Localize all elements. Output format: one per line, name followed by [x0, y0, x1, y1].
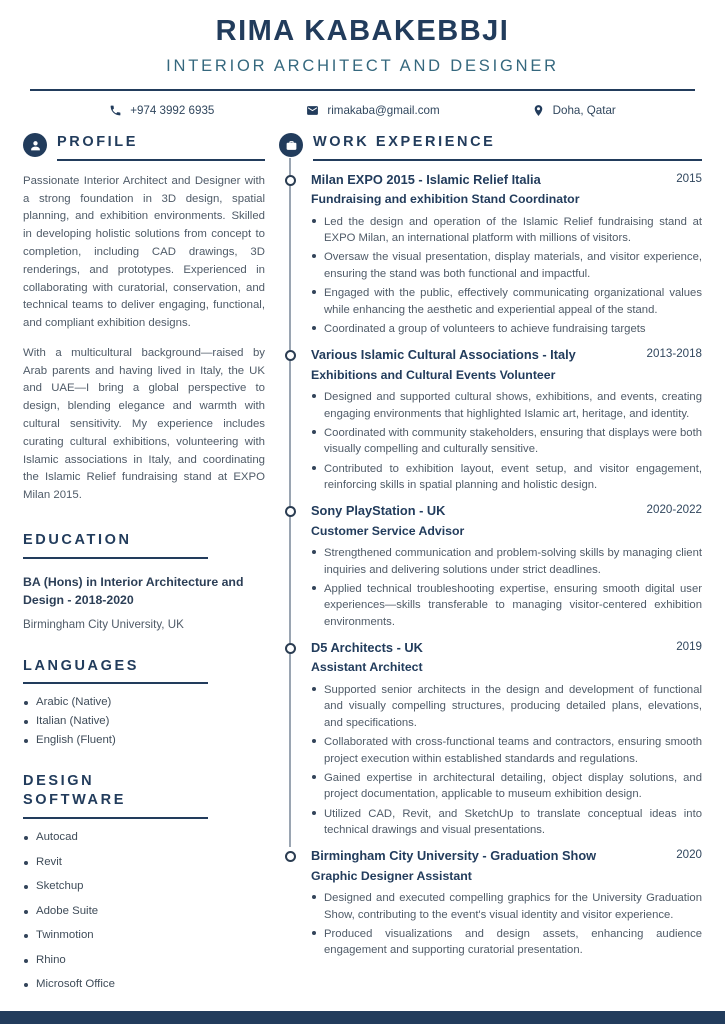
job-bullet: Designed and executed compelling graphics for the University Graduation Show, contributing to the event's visual identity and visitor experience.: [311, 890, 702, 923]
contact-phone: [109, 104, 214, 117]
job-role: Fundraising and exhibition Stand Coordinator: [311, 192, 580, 207]
job-bullet: Coordinated a group of volunteers to achieve fundraising targets: [311, 321, 702, 337]
job-bullet: Produced visualizations and design assets, enhancing audience engagement and supporting curatorial presentation.: [311, 926, 702, 959]
software-item: Microsoft Office: [23, 978, 265, 990]
work-heading: WORK EXPERIENCE: [313, 134, 496, 150]
languages-heading-underline: [23, 657, 208, 685]
job-dates: 2019: [676, 640, 702, 654]
languages-list: [23, 696, 265, 746]
software-item: Sketchup: [23, 880, 265, 892]
work-section-head: [279, 133, 702, 161]
job-bullets: [311, 890, 702, 959]
profile-section: [23, 133, 265, 505]
job-bullet: Coordinated with community stakeholders, ensuring that displays were both visually compelling and culturally sensitive.: [311, 425, 702, 458]
languages-section: [23, 657, 265, 747]
right-column: [279, 133, 702, 968]
job-head: [311, 847, 702, 864]
job-bullet: Utilized CAD, Revit, and SketchUp to translate conceptual ideas into technical drawings and visual presentations.: [311, 806, 702, 839]
job-bullet: Gained expertise in architectural detailing, object display solutions, and project documentation, applicable to museum exhibition design.: [311, 770, 702, 803]
job-head: [311, 502, 702, 519]
job-entry: [311, 171, 702, 337]
software-item: Autocad: [23, 831, 265, 843]
job-dates: 2013-2018: [646, 347, 702, 361]
job-bullet: Supported senior architects in the design and development of functional and visually compelling structures, producing detailed plans, elevations, and specifications.: [311, 682, 702, 731]
contact-row: [0, 104, 725, 117]
profile-paragraph: With a multicultural background—raised by Arab parents and having lived in Italy, the UK and UAE—I bring a global perspective to design, blending elegance and warmth with cultural sensitivity. My experience includes curating cultural exhibitions, volunteering with Islamic associations in Italy, and coordinating the Islamic Relief fundraising stand at EXPO Milan 2015.: [23, 346, 265, 502]
languages-heading: LANGUAGES: [23, 657, 140, 674]
location-text: Doha, Qatar: [552, 104, 616, 117]
job-bullet: Oversaw the visual presentation, display materials, and visitor experience, ensuring the stand was both functional and impactful.: [311, 249, 702, 282]
software-section: [23, 772, 265, 990]
software-item: Twinmotion: [23, 929, 265, 941]
software-item: Revit: [23, 856, 265, 868]
location-pin-icon: [532, 104, 545, 117]
job-dates: 2020: [676, 848, 702, 862]
phone-icon: [109, 104, 122, 117]
job-entry: [311, 346, 702, 493]
job-bullets: [311, 389, 702, 493]
briefcase-icon: [279, 133, 303, 157]
contact-location: [532, 104, 616, 117]
software-item: Rhino: [23, 954, 265, 966]
language-item: Italian (Native): [23, 715, 265, 727]
job-bullet: Led the design and operation of the Islamic Relief fundraising stand at EXPO Milan, an international platform with millions of visitors.: [311, 214, 702, 247]
job-entry: [311, 502, 702, 630]
job-role: Graphic Designer Assistant: [311, 868, 472, 883]
email-address: rimakaba@gmail.com: [327, 104, 440, 117]
left-column: [23, 133, 265, 1003]
job-bullet: Applied technical troubleshooting expertise, ensuring smooth digital user experiences—skills transferable to managing visitor-centered exhibition environments.: [311, 581, 702, 630]
header-divider: [30, 89, 695, 91]
education-heading-underline: [23, 531, 208, 559]
person-icon: [23, 133, 47, 157]
job-bullets: [311, 545, 702, 630]
software-list: [23, 831, 265, 990]
education-school: Birmingham City University, UK: [23, 617, 184, 631]
language-item: Arabic (Native): [23, 696, 265, 708]
job-bullet: Designed and supported cultural shows, exhibitions, and events, creating engaging environments that highlighted Islamic art, heritage, and identity.: [311, 389, 702, 422]
software-heading-underline: [23, 772, 208, 819]
footer-bar: [0, 1011, 725, 1024]
job-dates: 2020-2022: [646, 503, 702, 517]
job-company: Various Islamic Cultural Associations - Italy: [311, 347, 576, 363]
software-heading: DESIGN SOFTWARE: [23, 773, 126, 809]
candidate-title: INTERIOR ARCHITECT AND DESIGNER: [166, 57, 559, 75]
job-bullet: Engaged with the public, effectively communicating organizational values while enhancing the aesthetic and experiential appeal of the stand.: [311, 285, 702, 318]
profile-section-head: [23, 133, 265, 161]
candidate-name: RIMA KABAKEBBJI: [215, 15, 510, 47]
job-bullets: [311, 214, 702, 338]
job-bullets: [311, 682, 702, 838]
software-item: Adobe Suite: [23, 905, 265, 917]
profile-heading: PROFILE: [57, 134, 139, 150]
job-bullet: Contributed to exhibition layout, event setup, and visitor engagement, reinforcing skills in spatial planning and holistic design.: [311, 461, 702, 494]
job-role: Assistant Architect: [311, 660, 423, 675]
job-role: Exhibitions and Cultural Events Volunteer: [311, 367, 556, 382]
job-entry: [311, 639, 702, 838]
phone-number: +974 3992 6935: [130, 104, 215, 117]
job-head: [311, 639, 702, 656]
job-head: [311, 346, 702, 363]
envelope-icon: [306, 104, 319, 117]
job-bullet: Strengthened communication and problem-solving skills by managing client inquiries and delivering solutions under strict deadlines.: [311, 545, 702, 578]
education-section: [23, 531, 265, 631]
job-company: Sony PlayStation - UK: [311, 503, 446, 519]
job-dates: 2015: [676, 171, 702, 185]
education-degree: BA (Hons) in Interior Architecture and Design - 2018-2020: [23, 574, 244, 608]
profile-paragraph: Passionate Interior Architect and Designer with a strong foundation in 3D design, spatial planning, and exhibition environments. Skilled in developing holistic solutions from concept to completion, including CAD drawings, 3D renderings, and prototypes. Experienced in collaborating with curatorial, conservation, and technical teams to deliver engaging, functional, and compliant exhibition designs.: [23, 174, 265, 330]
contact-email: [306, 104, 439, 117]
resume-header: [0, 0, 725, 117]
resume-body: [0, 133, 725, 1011]
education-heading: EDUCATION: [23, 531, 132, 548]
work-timeline: [279, 171, 702, 959]
job-company: Milan EXPO 2015 - Islamic Relief Italia: [311, 171, 541, 187]
job-head: [311, 171, 702, 188]
work-heading-underline: [313, 133, 702, 161]
job-company: Birmingham City University - Graduation Show: [311, 848, 597, 864]
job-entry: [311, 847, 702, 958]
profile-heading-underline: [57, 133, 265, 161]
job-bullet: Collaborated with cross-functional teams and contractors, ensuring smooth project execution within established standards and regulations.: [311, 734, 702, 767]
job-company: D5 Architects - UK: [311, 640, 423, 656]
job-role: Customer Service Advisor: [311, 523, 465, 538]
language-item: English (Fluent): [23, 734, 265, 746]
